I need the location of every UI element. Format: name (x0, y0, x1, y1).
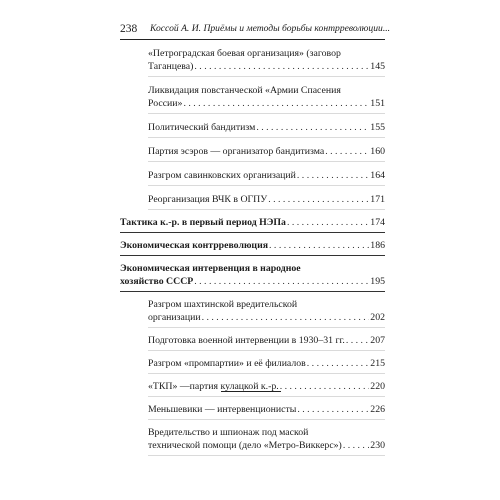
toc-entry (148, 47, 385, 77)
dot-leader (269, 239, 369, 252)
toc-entry-page-number: 186 (370, 240, 385, 251)
dot-leader (268, 193, 369, 206)
toc-entry-title: организации (148, 312, 201, 323)
toc-entry (148, 298, 385, 328)
toc-entry-page-number: 174 (370, 217, 385, 228)
toc-entry-title-line: Вредительство и шпионаж под маской (148, 427, 309, 438)
toc-entry-last-line (148, 145, 385, 158)
toc-entry (148, 380, 385, 397)
toc-entry-page-number: 151 (370, 98, 385, 109)
toc-entry-last-line (120, 216, 385, 229)
dot-leader (202, 311, 370, 324)
toc-entry-title: России» (148, 98, 183, 109)
table-of-contents (120, 47, 385, 456)
dot-leader (325, 145, 369, 158)
toc-entry-title-line: Экономическая интервенция в народное (120, 263, 301, 274)
toc-entry-page-number: 155 (370, 122, 385, 133)
dot-leader (287, 216, 369, 229)
dot-leader (297, 169, 369, 182)
toc-entry-title: Таганцева) (148, 61, 194, 72)
toc-entry-last-line (148, 311, 385, 324)
toc-entry-last-line (148, 439, 385, 452)
toc-entry-title: Разгром «промпартии» и её филиалов (148, 358, 306, 369)
dot-leader (343, 439, 369, 452)
toc-entry-title: Реорганизация ВЧК в ОГПУ (148, 194, 268, 205)
toc-entry-page-number: 145 (370, 61, 385, 72)
toc-entry (148, 357, 385, 374)
page-header (120, 21, 391, 40)
toc-entry-page-number: 195 (370, 276, 385, 287)
toc-entry-last-line (148, 121, 385, 134)
dot-leader (307, 357, 370, 370)
toc-entry-page-number: 226 (370, 404, 385, 415)
toc-entry (148, 169, 385, 186)
toc-entry (148, 145, 385, 162)
toc-entry-title: Политический бандитизм (148, 122, 256, 133)
toc-entry (148, 426, 385, 456)
toc-entry-title-line: Разгром шахтинской вредительской (148, 299, 298, 310)
toc-entry-page-number: 160 (370, 146, 385, 157)
toc-entry-title: Разгром савинковских организаций (148, 170, 296, 181)
toc-entry (148, 334, 385, 351)
toc-entry (148, 121, 385, 138)
toc-entry-page-number: 220 (370, 381, 385, 392)
toc-entry (148, 193, 385, 210)
toc-entry-page-number: 215 (370, 358, 385, 369)
dot-leader (194, 275, 369, 288)
toc-entry (148, 403, 385, 420)
footer-rule (221, 391, 281, 392)
toc-entry (148, 84, 385, 114)
toc-entry-last-line (148, 97, 385, 110)
toc-entry-title: Меньшевики — интервенционисты (148, 404, 297, 415)
running-title: Коссой А. И. Приёмы и методы борьбы контрреволюции... (150, 23, 391, 34)
dot-leader (297, 403, 369, 416)
toc-entry-title: Партия эсэров — организатор бандитизма (148, 146, 325, 157)
toc-entry-last-line (148, 193, 385, 206)
toc-entry-last-line (148, 334, 385, 347)
toc-entry-page-number: 202 (370, 312, 385, 323)
dot-leader (346, 334, 369, 347)
toc-entry-title: хозяйство СССР (120, 276, 194, 287)
toc-entry (120, 262, 385, 292)
toc-entry-last-line (148, 169, 385, 182)
toc-entry (120, 216, 385, 233)
toc-entry-page-number: 171 (370, 194, 385, 205)
toc-entry-last-line (148, 357, 385, 370)
toc-entry-title-line: Ликвидация повстанческой «Армии Спасения (148, 85, 341, 96)
toc-entry-title: «ТКП» —партия кулацкой к.-р. (148, 381, 279, 392)
toc-entry-title-line: «Петроградская боевая организация» (заговор (148, 48, 341, 59)
dot-leader (183, 97, 369, 110)
toc-entry-title: Подготовка военной интервенции в 1930–31 гг. (148, 335, 345, 346)
toc-entry-title: Тактика к.-р. в первый период НЭПа (120, 217, 286, 228)
toc-entry-last-line (148, 60, 385, 73)
dot-leader (256, 121, 369, 134)
toc-entry-page-number: 230 (370, 440, 385, 451)
toc-entry-last-line (120, 239, 385, 252)
dot-leader (280, 380, 370, 393)
toc-entry-page-number: 164 (370, 170, 385, 181)
page-number: 238 (120, 23, 138, 35)
toc-entry-last-line (120, 275, 385, 288)
toc-entry-title: технической помощи (дело «Метро-Виккерс») (148, 440, 342, 451)
toc-entry-last-line (148, 403, 385, 416)
toc-entry-title: Экономическая контрреволюция (120, 240, 269, 251)
toc-entry (120, 239, 385, 256)
toc-entry-page-number: 207 (370, 335, 385, 346)
dot-leader (194, 60, 369, 73)
